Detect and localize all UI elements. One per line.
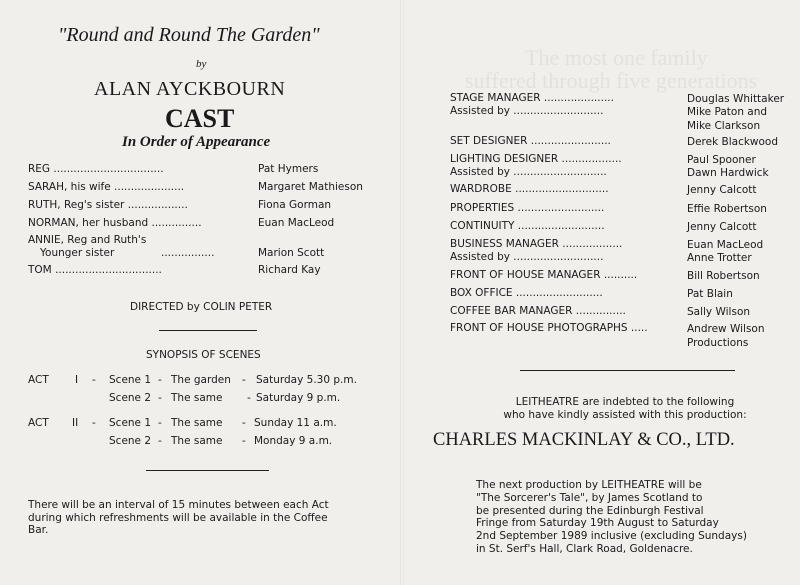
cast-heading: CAST [165, 104, 235, 133]
scene-row [28, 374, 388, 388]
section-divider [520, 370, 735, 371]
dash: - [242, 417, 246, 429]
next-production-line: in St. Serf's Hall, Clark Road, Goldenacre. [476, 542, 693, 555]
crew-person: Mike Paton and Mike Clarkson [687, 106, 768, 132]
cast-row [28, 264, 388, 278]
next-production-line: The next production by LEITHEATRE will be [476, 479, 702, 491]
cast-actor: Fiona Gorman [258, 199, 332, 211]
crew-person: Douglas Whittaker [687, 93, 785, 105]
cast-role-continued: Younger sister [40, 247, 115, 259]
scene-row [28, 417, 388, 431]
scene-time: Saturday 5.30 p.m. [256, 374, 357, 386]
thanks-line: LEITHEATRE are indebted to the following [515, 396, 735, 408]
scene-number: Scene 1 [109, 417, 152, 429]
scene-time: Sunday 11 a.m. [254, 417, 337, 429]
thanks-line: who have kindly assisted with this production: [503, 408, 747, 421]
crew-person: Euan MacLeod [687, 239, 764, 251]
interval-note [28, 499, 390, 537]
crew-person: Andrew Wilson Productions [687, 323, 765, 349]
act-number: II [72, 417, 79, 429]
dash: - [92, 374, 96, 386]
crew-person: Dawn Hardwick [687, 167, 769, 179]
synopsis-heading: SYNOPSIS OF SCENES [146, 349, 261, 361]
dash: - [242, 435, 246, 447]
cast-actor: Margaret Mathieson [258, 181, 363, 193]
scene-place: The garden [171, 374, 231, 386]
next-production-note [476, 479, 800, 556]
crew-role: LIGHTING DESIGNER .................. [450, 153, 622, 165]
crew-role: COFFEE BAR MANAGER ............... [450, 305, 626, 317]
act-label: ACT [28, 417, 49, 429]
crew-role: Assisted by ............................ [450, 166, 607, 178]
page-fold [400, 0, 404, 585]
crew-role: Assisted by ........................... [450, 105, 604, 117]
cast-role: ANNIE, Reg and Ruth's [28, 234, 147, 246]
crew-role: CONTINUITY .......................... [450, 220, 605, 232]
crew-role: FRONT OF HOUSE MANAGER .......... [450, 269, 638, 281]
cast-subheading: In Order of Appearance [122, 134, 271, 150]
crew-person: Derek Blackwood [687, 136, 779, 148]
scene-place: The same [171, 417, 223, 429]
crew-person: Effie Robertson [687, 203, 767, 215]
interval-note-line: There will be an interval of 15 minutes between each Act [28, 499, 329, 511]
section-divider [146, 470, 269, 471]
crew-person: Anne Trotter [687, 252, 752, 264]
cast-row [28, 217, 388, 231]
crew-role: SET DESIGNER ........................ [450, 135, 611, 147]
by-label: by [196, 58, 207, 70]
dash: - [242, 374, 246, 386]
next-production-line: 2nd September 1989 inclusive (excluding Sundays) [476, 530, 747, 543]
crew-person: Pat Blain [687, 288, 733, 300]
author-name: ALAN AYCKBOURN [94, 78, 286, 100]
director-credit: DIRECTED by COLIN PETER [130, 301, 273, 313]
crew-person: Bill Robertson [687, 270, 760, 282]
dash: - [92, 417, 96, 429]
cast-row [28, 199, 388, 213]
play-title: "Round and Round The Garden" [58, 24, 320, 46]
cast-actor: Euan MacLeod [258, 217, 335, 229]
section-divider [159, 330, 257, 331]
crew-role: BUSINESS MANAGER .................. [450, 238, 623, 250]
cast-role: TOM ................................ [28, 264, 162, 276]
dash: - [158, 392, 162, 404]
crew-person: Paul Spooner [687, 154, 756, 166]
left-page [0, 0, 398, 585]
cast-role: RUTH, Reg's sister .................. [28, 199, 188, 211]
cast-role: NORMAN, her husband ............... [28, 217, 202, 229]
cast-actor: Pat Hymers [258, 163, 319, 175]
interval-note-line: during which refreshments will be available in the Coffee [28, 511, 328, 524]
cast-role: REG ................................. [28, 163, 164, 175]
crew-role: FRONT OF HOUSE PHOTOGRAPHS ..... [450, 322, 648, 334]
next-production-line: Fringe from Saturday 19th August to Saturday [476, 517, 719, 530]
show-through-text: suffered through five generations [465, 68, 758, 93]
scene-row [28, 435, 388, 449]
act-number: I [75, 374, 79, 386]
crew-person: Jenny Calcott [687, 221, 757, 233]
scene-place: The same [171, 435, 223, 447]
cast-row [28, 181, 388, 195]
crew-person: Sally Wilson [687, 306, 751, 318]
scene-time: Saturday 9 p.m. [256, 392, 341, 404]
crew-role: STAGE MANAGER ..................... [450, 92, 614, 104]
cast-role: SARAH, his wife ..................... [28, 181, 185, 193]
show-through-text: The most one family [525, 45, 708, 70]
cast-role-dots: ................ [161, 247, 215, 259]
dash: - [158, 417, 162, 429]
scene-number: Scene 2 [109, 435, 152, 447]
scene-place: The same [171, 392, 223, 404]
dash: - [247, 392, 251, 404]
dash: - [158, 435, 162, 447]
right-page [405, 0, 800, 585]
crew-role: Assisted by ........................... [450, 251, 604, 263]
sponsor-name: CHARLES MACKINLAY & CO., LTD. [433, 430, 735, 450]
act-label: ACT [28, 374, 49, 386]
next-production-line: be presented during the Edinburgh Festival [476, 504, 704, 517]
crew-person: Jenny Calcott [687, 184, 757, 196]
cast-actor: Richard Kay [258, 264, 321, 276]
crew-role: PROPERTIES .......................... [450, 202, 605, 214]
next-production-line: "The Sorcerer's Tale", by James Scotland to [476, 491, 703, 504]
interval-note-line: Bar. [28, 524, 49, 536]
scene-number: Scene 2 [109, 392, 152, 404]
scene-row [28, 392, 388, 406]
thanks-note [455, 396, 795, 421]
cast-actor: Marion Scott [258, 247, 325, 259]
cast-row [28, 163, 388, 177]
scene-number: Scene 1 [109, 374, 152, 386]
cast-row [28, 234, 388, 264]
dash: - [158, 374, 162, 386]
scene-time: Monday 9 a.m. [254, 435, 333, 447]
crew-role: WARDROBE ............................ [450, 183, 609, 195]
crew-role: BOX OFFICE .......................... [450, 287, 603, 299]
